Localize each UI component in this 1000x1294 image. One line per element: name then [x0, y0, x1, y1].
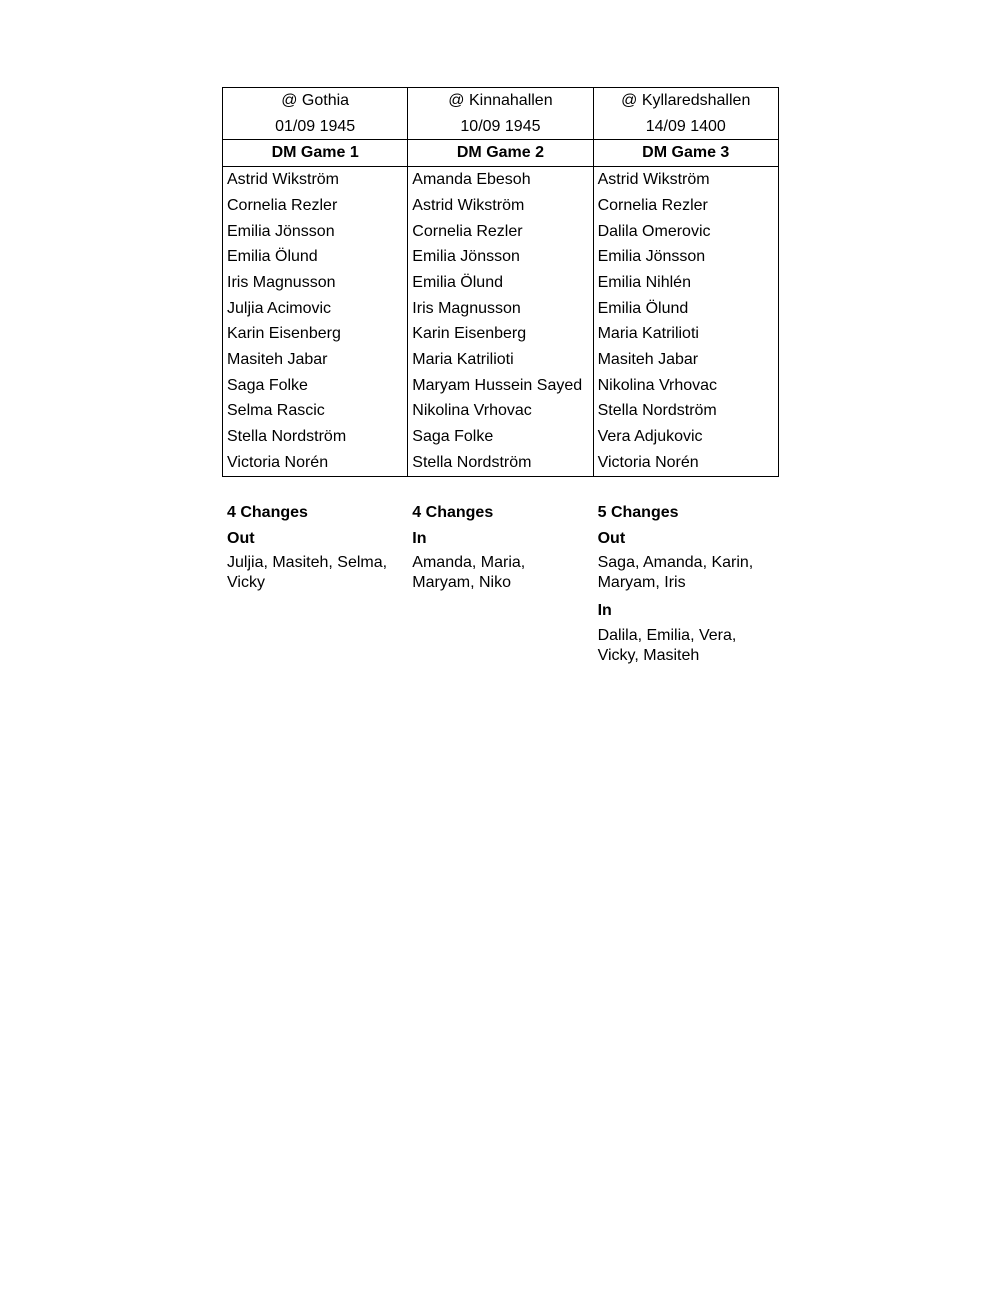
- player-cell: Amanda Ebesoh: [408, 167, 593, 193]
- player-cell: Astrid Wikström: [593, 167, 778, 193]
- venue-cell: @ Gothia: [223, 88, 408, 114]
- player-cell: Nikolina Vrhovac: [593, 373, 778, 399]
- changes-direction-label: In: [412, 529, 427, 547]
- player-cell: Saga Folke: [223, 373, 408, 399]
- player-cell: Stella Nordström: [408, 450, 593, 476]
- changes-column-game-1: [222, 500, 407, 671]
- player-row: [223, 424, 779, 450]
- player-row: [223, 296, 779, 322]
- changes-count: 4 Changes: [227, 504, 308, 521]
- player-cell: Emilia Jönsson: [223, 219, 408, 245]
- player-row: [223, 373, 779, 399]
- player-cell: Saga Folke: [408, 424, 593, 450]
- game-title: DM Game 3: [593, 140, 778, 167]
- changes-direction-label: In: [597, 602, 612, 620]
- player-cell: Maria Katrilioti: [408, 347, 593, 373]
- player-row: [223, 193, 779, 219]
- player-row: [223, 167, 779, 193]
- changes-column-game-2: [407, 500, 592, 671]
- player-cell: Emilia Jönsson: [408, 244, 593, 270]
- venue-cell: @ Kinnahallen: [408, 88, 593, 114]
- venue-row: [223, 88, 779, 114]
- player-cell: Selma Rascic: [223, 398, 408, 424]
- player-cell: Emilia Nihlén: [593, 270, 778, 296]
- date-row: [223, 114, 779, 140]
- player-cell: Astrid Wikström: [223, 167, 408, 193]
- player-row: [223, 244, 779, 270]
- venue-cell: @ Kyllaredshallen: [593, 88, 778, 114]
- player-cell: Emilia Ölund: [593, 296, 778, 322]
- player-cell: Stella Nordström: [223, 424, 408, 450]
- player-cell: Maria Katrilioti: [593, 321, 778, 347]
- player-cell: Karin Eisenberg: [408, 321, 593, 347]
- player-cell: Maryam Hussein Sayed: [408, 373, 593, 399]
- player-cell: Iris Magnusson: [223, 270, 408, 296]
- changes-direction-label: Out: [597, 529, 626, 547]
- player-cell: Victoria Norén: [593, 450, 778, 476]
- player-cell: Victoria Norén: [223, 450, 408, 476]
- game-title: DM Game 1: [223, 140, 408, 167]
- roster-table: [222, 87, 779, 477]
- player-cell: Juljia Acimovic: [223, 296, 408, 322]
- player-cell: Vera Adjukovic: [593, 424, 778, 450]
- changes-names: Dalila, Emilia, Vera, Vicky, Masiteh: [597, 627, 737, 665]
- changes-direction-label: Out: [227, 529, 255, 547]
- changes-names: Amanda, Maria, Maryam, Niko: [412, 554, 526, 592]
- player-cell: Cornelia Rezler: [408, 219, 593, 245]
- player-cell: Cornelia Rezler: [223, 193, 408, 219]
- game-title: DM Game 2: [408, 140, 593, 167]
- player-row: [223, 398, 779, 424]
- changes-count: 4 Changes: [412, 504, 494, 521]
- player-cell: Dalila Omerovic: [593, 219, 778, 245]
- player-cell: Masiteh Jabar: [593, 347, 778, 373]
- player-row: [223, 450, 779, 476]
- player-cell: Nikolina Vrhovac: [408, 398, 593, 424]
- player-cell: Iris Magnusson: [408, 296, 593, 322]
- game-header-row: [223, 140, 779, 167]
- changes-section: [222, 500, 778, 671]
- player-cell: Emilia Jönsson: [593, 244, 778, 270]
- player-row: [223, 270, 779, 296]
- player-row: [223, 347, 779, 373]
- changes-column-game-3: [593, 500, 778, 671]
- date-cell: 14/09 1400: [593, 114, 778, 140]
- changes-names: Juljia, Masiteh, Selma, Vicky: [227, 554, 388, 592]
- player-cell: Emilia Ölund: [408, 270, 593, 296]
- player-cell: Astrid Wikström: [408, 193, 593, 219]
- date-cell: 01/09 1945: [223, 114, 408, 140]
- player-cell: Emilia Ölund: [223, 244, 408, 270]
- player-cell: Cornelia Rezler: [593, 193, 778, 219]
- changes-names: Saga, Amanda, Karin, Maryam, Iris: [597, 554, 754, 592]
- changes-count: 5 Changes: [597, 504, 679, 521]
- player-cell: Stella Nordström: [593, 398, 778, 424]
- player-cell: Masiteh Jabar: [223, 347, 408, 373]
- player-row: [223, 219, 779, 245]
- player-cell: Karin Eisenberg: [223, 321, 408, 347]
- player-row: [223, 321, 779, 347]
- date-cell: 10/09 1945: [408, 114, 593, 140]
